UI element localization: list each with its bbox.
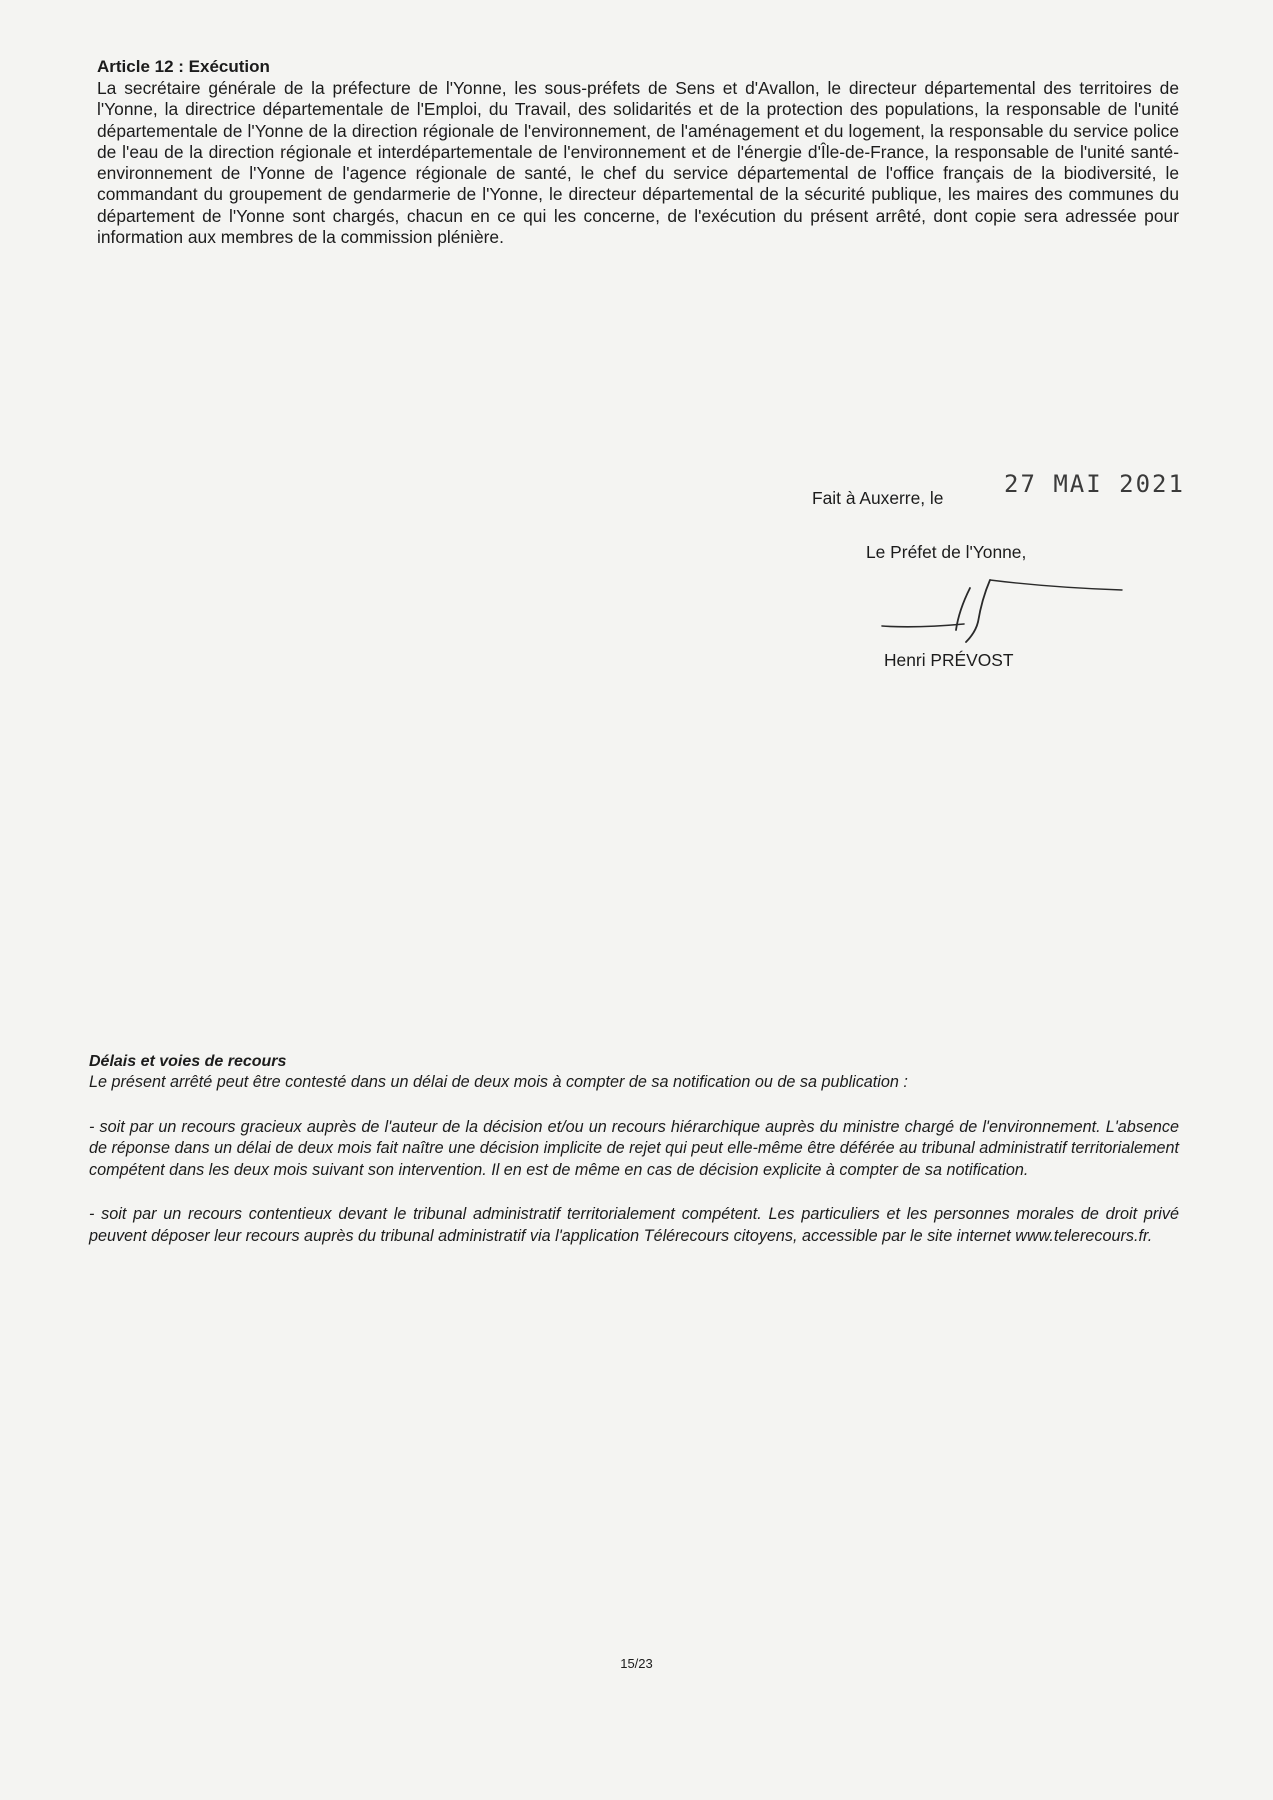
signer-title: Le Préfet de l'Yonne,: [866, 542, 1027, 562]
signer-name: Henri PRÉVOST: [884, 650, 1014, 670]
date-stamp: 27 MAI 2021: [1004, 470, 1185, 498]
signature-block: [812, 470, 1185, 690]
article-body: La secrétaire générale de la préfecture de l'Yonne, les sous-préfets de Sens et d'Avallon, le directeur départemental des territoires de l'Yonne, la directrice départementale de l'Emploi, du Travail, des solidarités et de la protection des populations, la responsable de l'unité départementale de l'Yonne de la direction régionale de l'environnement, de l'aménagement et du logement, la responsable du service police de l'eau de la direction régionale et interdépartementale de l'environnement et de l'énergie d'Île-de-France, la responsable de l'unité santé-environnement de l'Yonne de l'agence régionale de santé, le chef du service départemental de l'office français de la biodiversité, le commandant du groupement de gendarmerie de l'Yonne, le directeur départemental de la sécurité publique, les maires des communes du département de l'Yonne sont chargés, chacun en ce qui les concerne, de l'exécution du présent arrêté, dont copie sera adressée pour information aux membres de la commission plénière.: [97, 78, 1179, 248]
handwritten-signature: [872, 570, 1132, 650]
recours-option-gracieux: - soit par un recours gracieux auprès de l'auteur de la décision et/ou un recours hiérarchique auprès du ministre chargé de l'environnement. L'absence de réponse dans un délai de deux mois fait naître une décision implicite de rejet qui peut elle-même être déférée au tribunal administratif territorialement compétent dans les deux mois suivant son intervention. Il en est de même en cas de décision explicite à compter de sa notification.: [89, 1117, 1179, 1179]
article-title: Article 12 : Exécution: [97, 57, 270, 76]
recours-intro: Le présent arrêté peut être contesté dans un délai de deux mois à compter de sa notification ou de sa publication :: [89, 1073, 908, 1091]
article-12: [97, 56, 1179, 248]
recours-section: [89, 1051, 1179, 1270]
recours-option-contentieux: - soit par un recours contentieux devant le tribunal administratif territorialement compétent. Les particuliers et les personnes morales de droit privé peuvent déposer leur recours auprès du tribunal administratif via l'application Télérecours citoyens, accessible par le site internet www.telerecours.fr.: [89, 1205, 1179, 1245]
recours-title: Délais et voies de recours: [89, 1053, 287, 1070]
place-date-line: Fait à Auxerre, le: [812, 488, 944, 508]
page-number: 15/23: [620, 1656, 653, 1671]
